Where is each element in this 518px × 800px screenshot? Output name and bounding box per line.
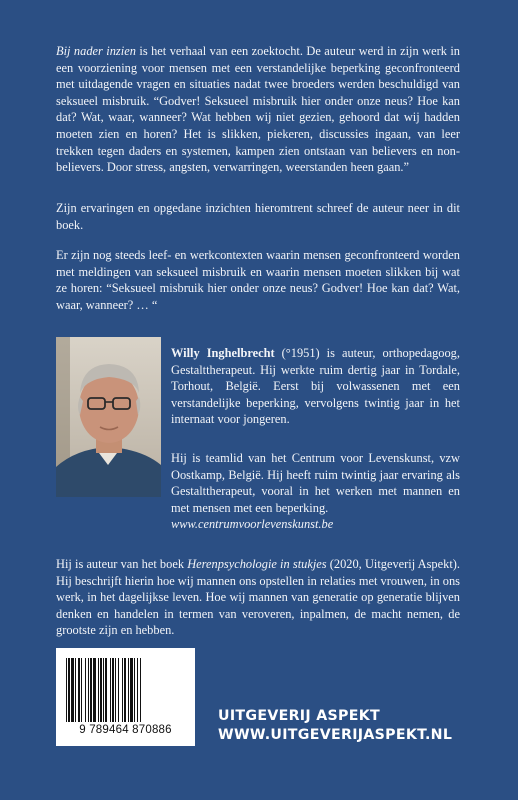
barcode-bar bbox=[128, 658, 129, 722]
barcode-bar bbox=[98, 658, 99, 722]
barcode-bar bbox=[100, 658, 102, 722]
intro-text: is het verhaal van een zoektocht. De auteur werd in zijn werk in een voorziening voor mensen met een verstandelijke beperking geconfronteerd met uitdagende vragen en situaties nadat twee broeders werden beschuldigd van seksueel misbruik. “Godver! Seksueel misbruik hier onder onze neus? Hoe kan dat? Wat, waar, wanneer? Wat hebben wij niet gezien, gehoord dat wij hadden moeten zien en horen? Het is slikken, piekeren, discussies ingaan, van leer trekken tegen daders en systemen, kampen zien ontstaan van believers en non-believers. Door stress, angsten, verwarringen, weerstanden heen gaan.” bbox=[56, 44, 461, 175]
barcode-bar bbox=[118, 658, 119, 722]
experience-paragraph: Zijn ervaringen en opgedane inzichten hieromtrent schreef de auteur neer in dit boek. bbox=[56, 201, 460, 232]
barcode-bar bbox=[75, 658, 76, 722]
isbn-barcode bbox=[56, 648, 195, 746]
barcode-digits: 9 789464 870886 bbox=[79, 724, 172, 736]
barcode-bar bbox=[103, 658, 104, 722]
context-paragraph: Er zijn nog steeds leef- en werkcontexten waarin mensen geconfronteerd worden met meldingen van seksueel misbruik en waarin mensen moeten slikken bij wat ze horen: “Seksueel misbruik hier onder onze neus? Godver! Hoe kan dat? Wat, waar, wanneer? … “ bbox=[56, 248, 460, 312]
author-photo bbox=[56, 337, 161, 497]
barcode-bar bbox=[81, 658, 82, 722]
author-name: Willy Inghelbrecht bbox=[171, 346, 275, 360]
barcode-bar bbox=[112, 658, 114, 722]
barcode-bar bbox=[124, 658, 126, 722]
barcode-bar bbox=[85, 658, 86, 722]
author-bio-text: (°1951) is auteur, orthopedagoog, Gestalttherapeut. Hij werkte ruim dertig jaar in Tordale, Torhout, België. Eerst bij volwassenen met een verstandelijke beperking, vervolgens twintig jaar in het internaat voor jongeren. bbox=[171, 346, 460, 427]
other-book-paragraph bbox=[56, 556, 460, 639]
barcode-bar bbox=[105, 658, 107, 722]
other-book-text: (2020, Uitgeverij Aspekt). Hij beschrijft hierin hoe wij mannen ons opstellen in relaties met vrouwen, in ons werk, in het dagelijkse leven. Hoe wij mannen van generatie op generatie blijven denken en handelen in termen van veroveren, inpalmen, de macht nemen, de grootste zijn en hebben. bbox=[56, 557, 460, 638]
barcode-bar bbox=[134, 658, 135, 722]
author-bio-paragraph bbox=[171, 345, 460, 428]
barcode-bar bbox=[78, 658, 80, 722]
barcode-bar bbox=[110, 658, 111, 722]
intro-paragraph bbox=[56, 43, 460, 176]
other-book-intro: Hij is auteur van het boek bbox=[56, 557, 188, 571]
barcode-bar bbox=[90, 658, 92, 722]
author-team-paragraph: Hij is teamlid van het Centrum voor Levenskunst, vzw Oostkamp, België. Hij heeft ruim twintig jaar ervaring als Gestalttherapeut, vooral in het werken met mannen en met mensen met een beperking. bbox=[171, 451, 460, 515]
barcode-bar bbox=[130, 658, 133, 722]
barcode-bar bbox=[115, 658, 116, 722]
barcode-bar bbox=[137, 658, 138, 722]
other-book-title: Herenpsychologie in stukjes bbox=[187, 557, 327, 571]
barcode-bar bbox=[71, 658, 74, 722]
barcode-bar bbox=[93, 658, 96, 722]
barcode-bar bbox=[66, 658, 67, 722]
author-website-link[interactable]: www.centrumvoorlevenskunst.be bbox=[171, 517, 334, 531]
publisher-website[interactable]: WWW.UITGEVERIJASPEKT.NL bbox=[218, 727, 453, 743]
barcode-bar bbox=[140, 658, 141, 722]
barcode-bar bbox=[88, 658, 89, 722]
book-title: Bij nader inzien bbox=[56, 44, 136, 58]
publisher-name: UITGEVERIJ ASPEKT bbox=[218, 708, 380, 724]
barcode-bar bbox=[122, 658, 123, 722]
author-portrait-image bbox=[56, 337, 161, 497]
barcode-bar bbox=[68, 658, 70, 722]
